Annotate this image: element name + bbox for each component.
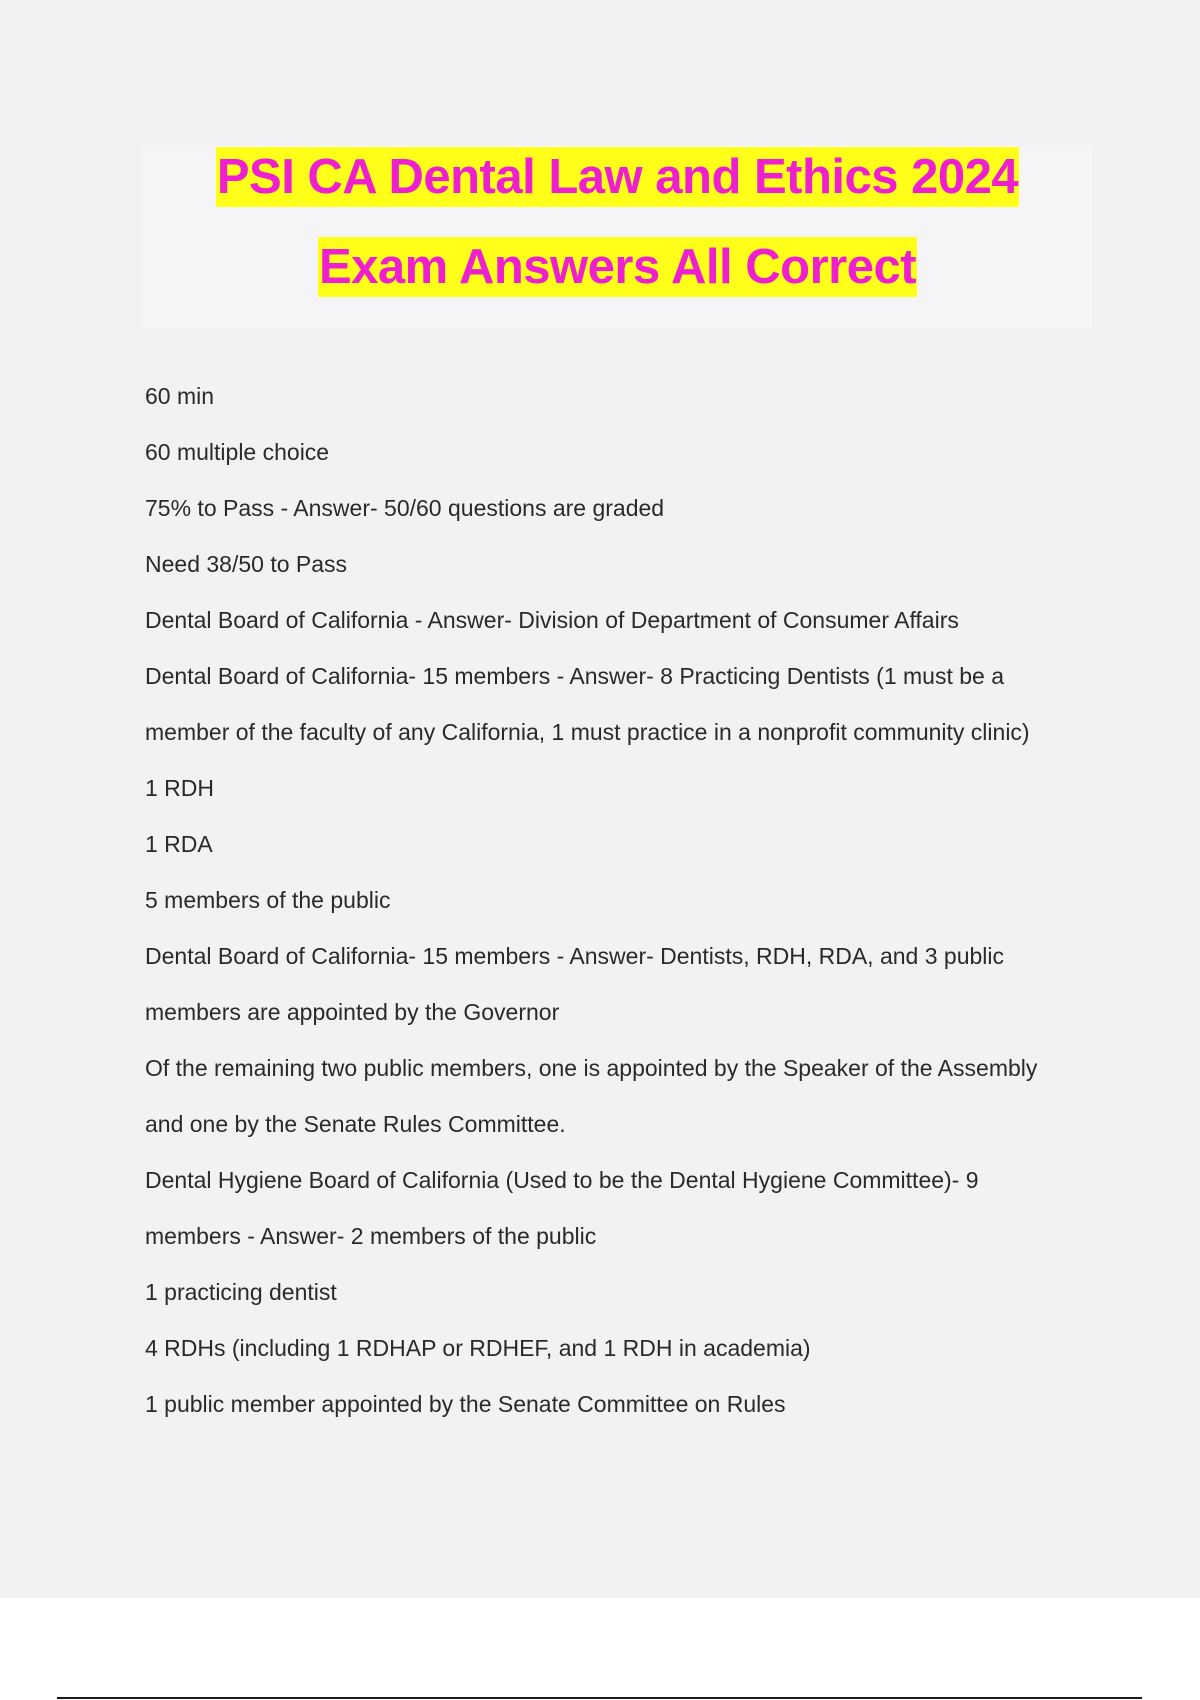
text-line: 1 public member appointed by the Senate Committee on Rules <box>145 1391 786 1417</box>
text-line: members - Answer- 2 members of the public <box>145 1223 597 1249</box>
text-line: 1 RDA <box>145 831 213 857</box>
text-line: and one by the Senate Rules Committee. <box>145 1111 566 1137</box>
text-line: Dental Board of California - Answer- Division of Department of Consumer Affairs <box>145 607 959 633</box>
text-line: 1 practicing dentist <box>145 1279 337 1305</box>
text-line: Need 38/50 to Pass <box>145 551 348 577</box>
document-title-line-2: Exam Answers All Correct <box>318 237 917 297</box>
text-line: 1 RDH <box>145 775 215 801</box>
document-body <box>145 378 1105 1442</box>
document-title-line-1: PSI CA Dental Law and Ethics 2024 <box>216 147 1019 207</box>
text-line: 5 members of the public <box>145 887 391 913</box>
text-line: Dental Board of California- 15 members - Answer- Dentists, RDH, RDA, and 3 public <box>145 943 1005 969</box>
text-line: Dental Board of California- 15 members - Answer- 8 Practicing Dentists (1 must be a <box>145 663 1005 689</box>
text-line: Dental Hygiene Board of California (Used to be the Dental Hygiene Committee)- 9 <box>145 1167 979 1193</box>
text-line: 4 RDHs (including 1 RDHAP or RDHEF, and 1 RDH in academia) <box>145 1335 811 1361</box>
footer-divider <box>57 1697 1142 1699</box>
title-block <box>143 145 1092 328</box>
text-line: members are appointed by the Governor <box>145 999 560 1025</box>
text-line: Of the remaining two public members, one is appointed by the Speaker of the Assembly <box>145 1055 1038 1081</box>
text-line: 75% to Pass - Answer- 50/60 questions are graded <box>145 495 665 521</box>
text-line: 60 multiple choice <box>145 439 330 465</box>
text-line: 60 min <box>145 383 215 409</box>
text-line: member of the faculty of any California, 1 must practice in a nonprofit community clinic) <box>145 719 1030 745</box>
